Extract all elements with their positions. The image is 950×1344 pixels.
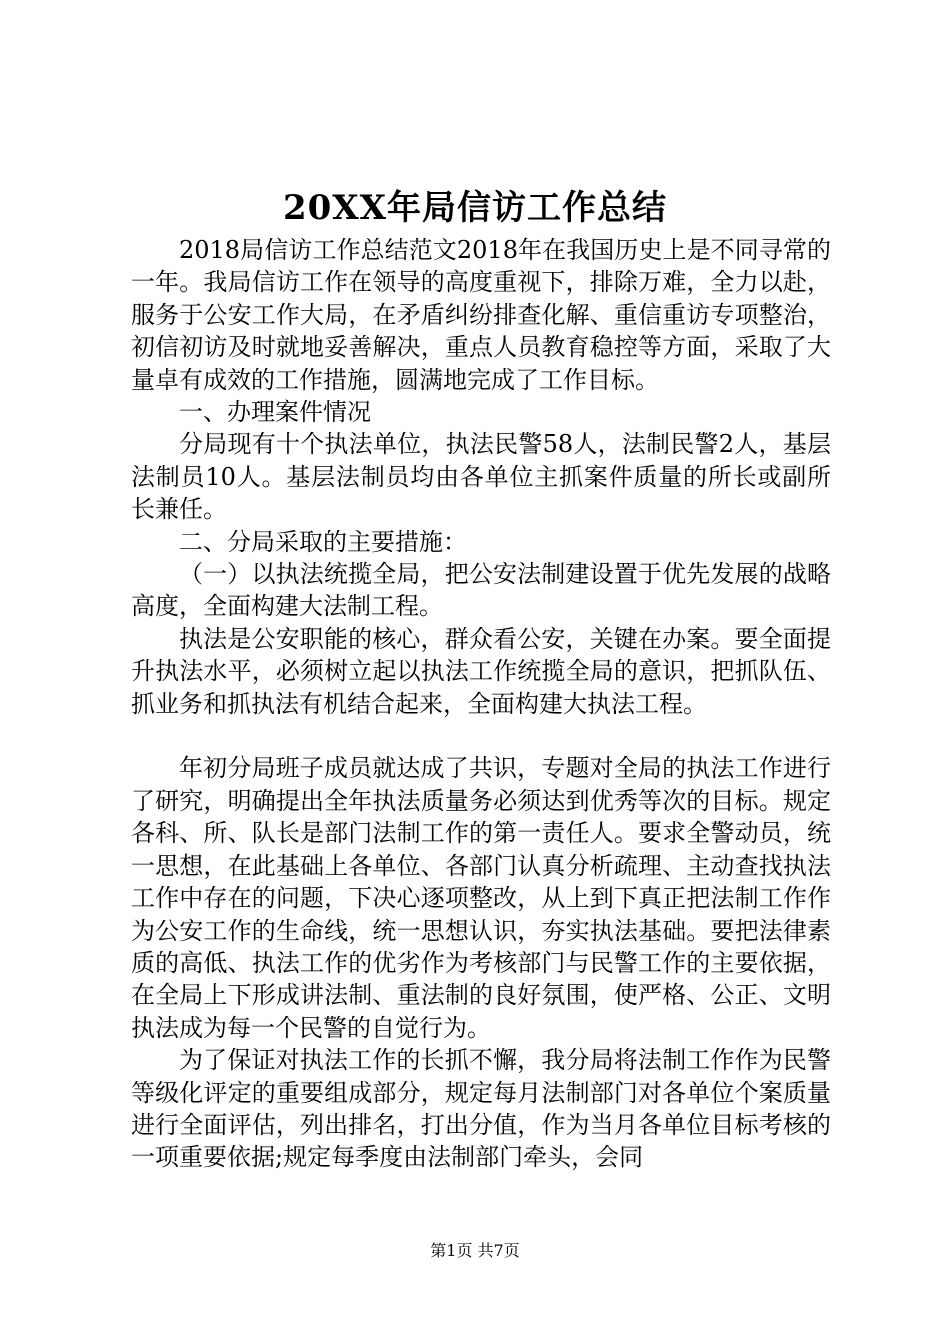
paragraph-cases: 分局现有十个执法单位，执法民警58人，法制民警2人，基层法制员10人。基层法制员均由各单位主抓案件质量的所长或副所长兼任。 bbox=[131, 430, 831, 524]
paragraph-law-enforcement: 执法是公安职能的核心，群众看公安，关键在办案。要全面提升执法水平，必须树立起以执法工作统揽全局的意识，把抓队伍、抓业务和抓执法有机结合起来，全面构建大执法工程。 bbox=[131, 624, 831, 718]
paragraph-intro: 2018局信访工作总结范文2018年在我国历史上是不同寻常的一年。我局信访工作在领导的高度重视下，排除万难，全力以赴，服务于公安工作大局，在矛盾纠纷排查化解、重信重访专项整治，初信初访及时就地妥善解决，重点人员教育稳控等方面，采取了大量卓有成效的工作措施，圆满地完成了工作目标。 bbox=[131, 236, 831, 394]
document-body bbox=[131, 234, 831, 1174]
document-title: 20XX年局信访工作总结 bbox=[282, 188, 668, 228]
section-heading-measures: 二、分局采取的主要措施： bbox=[179, 527, 467, 556]
paragraph-long-term: 为了保证对执法工作的长抓不懈，我分局将法制工作作为民警等级化评定的重要组成部分，规定每月法制部门对各单位个案质量进行全面评估，列出排名，打出分值，作为当月各单位目标考核的一项重要依据;规定每季度由法制部门牵头，会同 bbox=[131, 1046, 831, 1172]
paragraph-early-year: 年初分局班子成员就达成了共识，专题对全局的执法工作进行了研究，明确提出全年执法质量务必须达到优秀等次的目标。规定各科、所、队长是部门法制工作的第一责任人。要求全警动员，统一思想，在此基础上各单位、各部门认真分析疏理、主动查找执法工作中存在的问题，下决心逐项整改，从上到下真正把法制工作作为公安工作的生命线，统一思想认识，夯实执法基础。要把法律素质的高低、执法工作的优劣作为考核部门与民警工作的主要依据，在全局上下形成讲法制、重法制的良好氛围，使严格、公正、文明执法成为每一个民警的自觉行为。 bbox=[131, 754, 831, 1042]
section-heading-cases: 一、办理案件情况 bbox=[179, 398, 371, 427]
page-footer: 第1页 共7页 bbox=[430, 1241, 520, 1260]
subsection-heading-1: （一）以执法统揽全局，把公安法制建设置于优先发展的战略高度，全面构建大法制工程。 bbox=[131, 560, 831, 621]
